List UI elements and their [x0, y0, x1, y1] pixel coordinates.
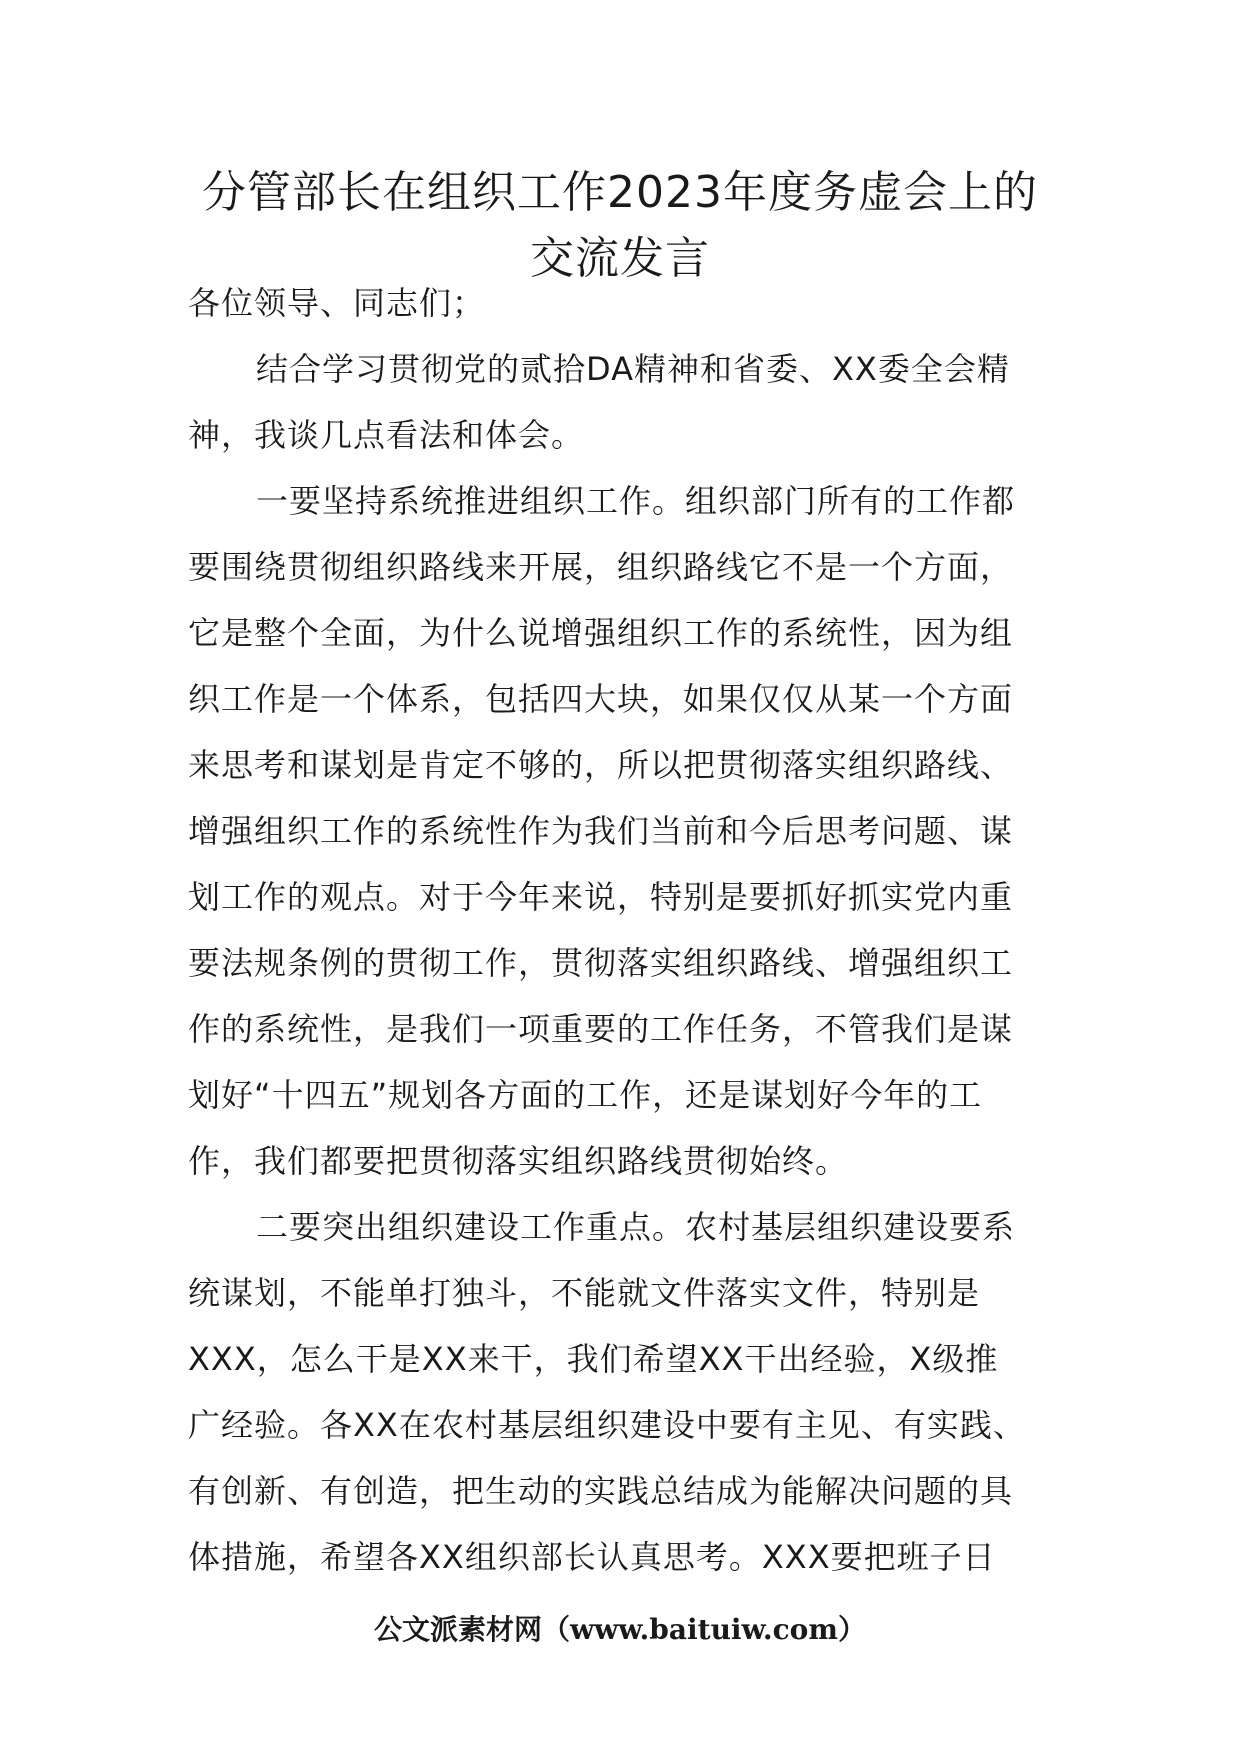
body-line: 有创新、有创造，把生动的实践总结成为能解决问题的具 — [188, 1472, 1014, 1510]
body-line: 统谋划，不能单打独斗，不能就文件落实文件，特别是 — [188, 1274, 981, 1312]
body-line: XXX，怎么干是XX来干，我们希望XX干出经验，X级推 — [188, 1340, 999, 1378]
body-line: 神，我谈几点看法和体会。 — [188, 416, 585, 454]
body-line: 作，我们都要把贯彻落实组织路线贯彻始终。 — [188, 1142, 849, 1180]
body-line: 结合学习贯彻党的贰拾DA精神和省委、XX委全会精 — [256, 350, 1010, 388]
body-line: 体措施，希望各XX组织部长认真思考。XXX要把班子日 — [188, 1538, 996, 1576]
body-line: 作的系统性，是我们一项重要的工作任务，不管我们是谋 — [188, 1010, 1014, 1048]
body-line: 二要突出组织建设工作重点。农村基层组织建设要系 — [256, 1208, 1016, 1246]
body-line: 织工作是一个体系，包括四大块，如果仅仅从某一个方面 — [188, 680, 1014, 718]
title-line-1: 分管部长在组织工作2023年度务虚会上的 — [202, 167, 1038, 218]
body-line: 划好“十四五”规划各方面的工作，还是谋划好今年的工 — [188, 1076, 983, 1114]
body-line: 来思考和谋划是肯定不够的，所以把贯彻落实组织路线、 — [188, 746, 1014, 784]
body-line: 它是整个全面，为什么说增强组织工作的系统性，因为组 — [188, 614, 1014, 652]
body-line: 一要坚持系统推进组织工作。组织部门所有的工作都 — [256, 482, 1016, 520]
body-line: 要法规条例的贯彻工作，贯彻落实组织路线、增强组织工 — [188, 944, 1014, 982]
document-body — [188, 270, 1066, 1590]
body-line: 要围绕贯彻组织路线来开展，组织路线它不是一个方面， — [188, 548, 1014, 586]
footer-watermark: 公文派素材网（www.baituiw.com） — [374, 1613, 866, 1646]
body-line: 各位领导、同志们； — [188, 284, 486, 322]
body-line: 增强组织工作的系统性作为我们当前和今后思考问题、谋 — [188, 812, 1014, 850]
body-line: 划工作的观点。对于今年来说，特别是要抓好抓实党内重 — [188, 878, 1014, 916]
title-line-2: 交流发言 — [530, 233, 710, 284]
body-line: 广经验。各XX在农村基层组织建设中要有主见、有实践、 — [188, 1406, 1026, 1444]
